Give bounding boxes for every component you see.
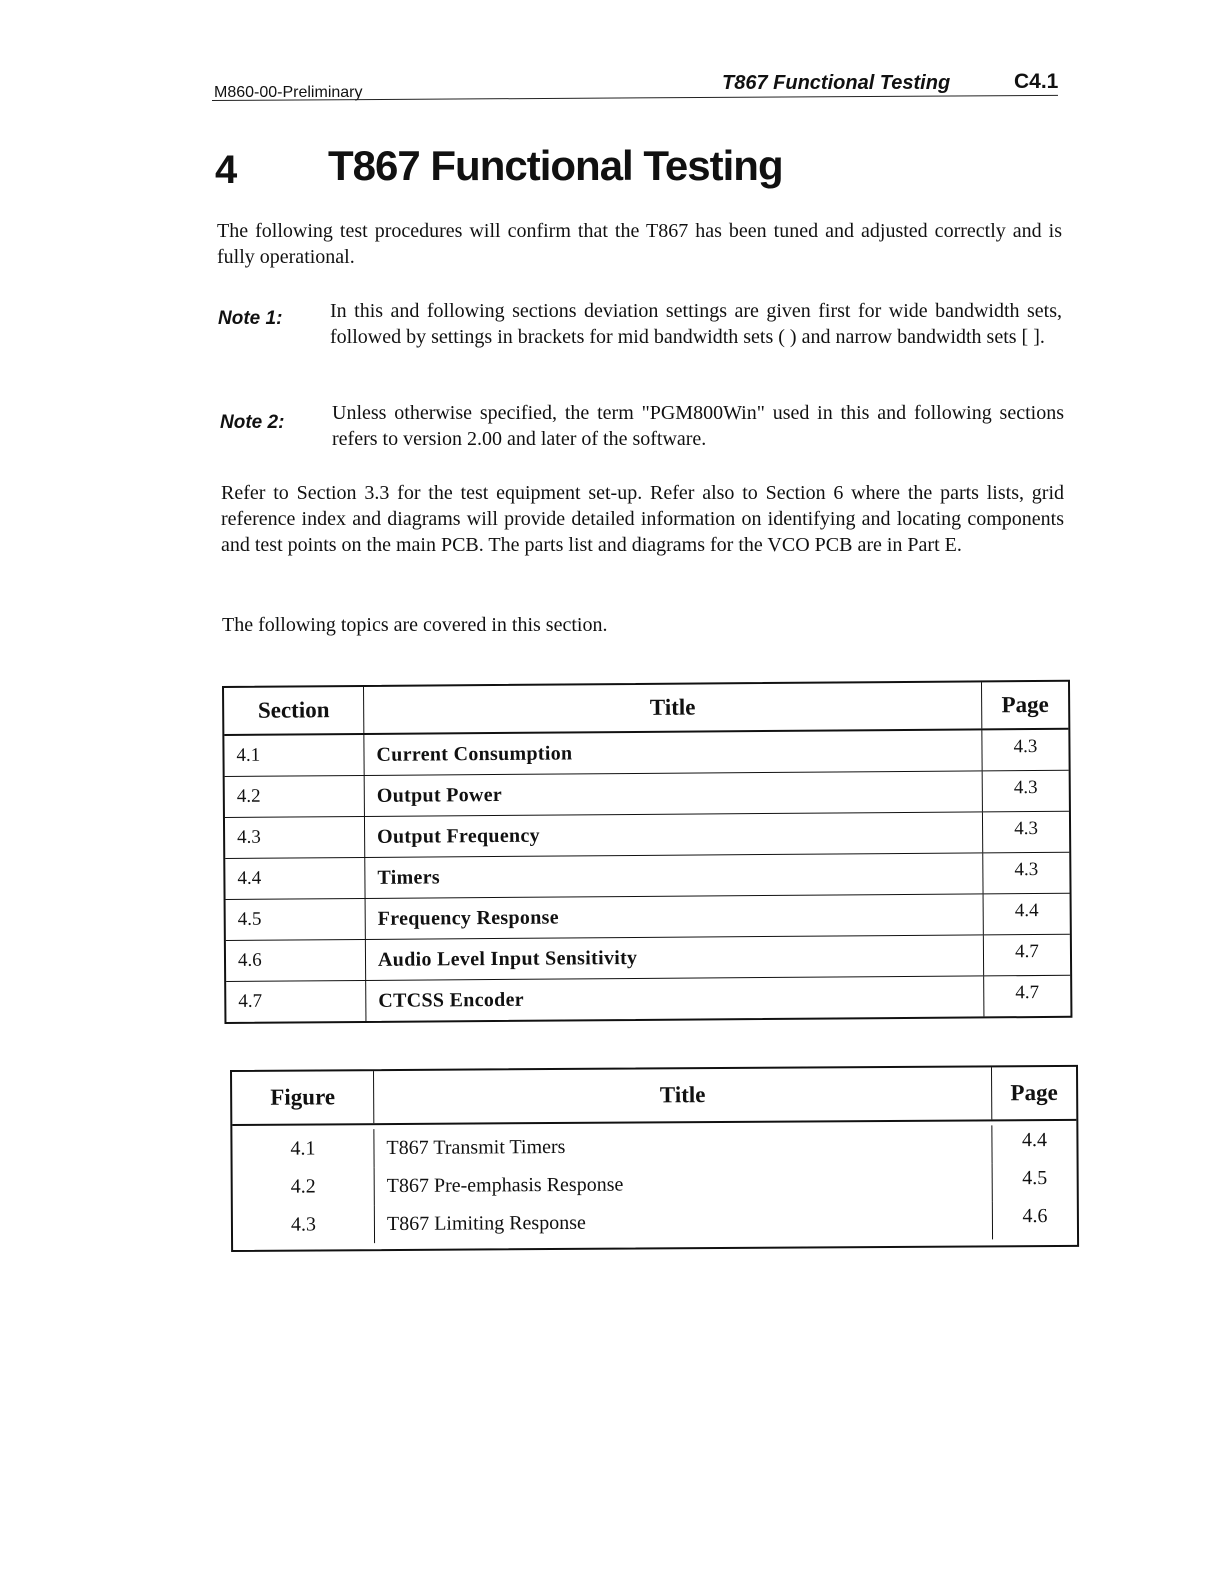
- page-header: Page: [1010, 1079, 1058, 1106]
- figure-header: Figure: [270, 1084, 336, 1110]
- chapter-number: 4: [215, 148, 237, 192]
- section-header: Section: [257, 697, 330, 723]
- section-number: 4.2: [236, 785, 261, 807]
- figure-title: T867 Transmit Timers: [386, 1135, 566, 1159]
- section-page: 4.7: [1015, 941, 1039, 963]
- figure-table: [230, 1065, 1079, 1252]
- table-row: [225, 771, 1069, 818]
- page-header: Page: [1001, 691, 1049, 718]
- table-row: [233, 1163, 1077, 1206]
- figure-number: 4.2: [290, 1174, 316, 1198]
- topics-intro: The following topics are covered in this section.: [222, 614, 608, 636]
- figure-page: 4.4: [1021, 1129, 1048, 1152]
- note-2-label: Note 2:: [220, 412, 285, 433]
- figure-title: T867 Pre-emphasis Response: [386, 1173, 624, 1197]
- table-row: [226, 935, 1070, 982]
- section-table: [222, 680, 1072, 1024]
- section-page: 4.4: [1014, 900, 1039, 922]
- section-page: 4.7: [1015, 982, 1040, 1004]
- note-2-text: Unless otherwise specified, the term "PGM800Win" used in this and following sections refers to version 2.00 and later of the software.: [332, 402, 1064, 450]
- table-row: [233, 1201, 1077, 1250]
- table-row: [232, 1121, 1076, 1168]
- note-1-label: Note 1:: [218, 308, 283, 329]
- intro-paragraph: The following test procedures will confirm that the T867 has been tuned and adjusted correctly and is fully operational.: [217, 220, 1062, 268]
- section-page: 4.3: [1014, 859, 1039, 881]
- section-table-header: [224, 682, 1068, 736]
- header-running-title: T867 Functional Testing: [722, 72, 951, 94]
- section-page: 4.3: [1014, 818, 1039, 840]
- figure-number: 4.1: [290, 1136, 316, 1160]
- section-title: Current Consumption: [376, 741, 573, 766]
- title-header: Title: [659, 1082, 706, 1108]
- figure-page: 4.5: [1022, 1167, 1048, 1190]
- table-row: [225, 812, 1069, 859]
- title-header: Title: [649, 694, 696, 720]
- section-number: 4.5: [237, 908, 262, 930]
- section-title: CTCSS Encoder: [378, 988, 524, 1012]
- section-title: Output Power: [376, 783, 503, 807]
- header-doc-id: M860-00-Preliminary: [214, 84, 363, 101]
- figure-number: 4.3: [290, 1212, 317, 1236]
- section-page: 4.3: [1013, 736, 1038, 758]
- header-page-number: C4.1: [1014, 70, 1059, 93]
- section-title: Audio Level Input Sensitivity: [377, 946, 638, 971]
- section-number: 4.3: [237, 826, 261, 848]
- section-title: Output Frequency: [377, 824, 540, 848]
- table-row: [226, 976, 1070, 1022]
- section-number: 4.7: [238, 990, 263, 1012]
- section-number: 4.1: [236, 744, 261, 766]
- table-row: [225, 853, 1069, 900]
- section-number: 4.4: [237, 867, 262, 889]
- section-title: Frequency Response: [377, 906, 559, 930]
- table-row: [226, 894, 1070, 941]
- figure-table-header: [232, 1067, 1076, 1126]
- section-number: 4.6: [237, 949, 262, 971]
- note-1-text: In this and following sections deviation settings are given first for wide bandwidth sets, followed by settings in brackets for mid bandwidth sets ( ) and narrow bandwidth sets [ ].: [330, 300, 1062, 348]
- chapter-title: T867 Functional Testing: [328, 142, 783, 189]
- figure-page: 4.6: [1022, 1205, 1048, 1228]
- table-row: [224, 730, 1068, 777]
- section-page: 4.3: [1013, 777, 1038, 799]
- section-title: Timers: [377, 865, 441, 889]
- refer-paragraph: Refer to Section 3.3 for the test equipment set-up. Refer also to Section 6 where the parts lists, grid reference index and diagrams will provide detailed information on identifying and locating components and test points on the main PCB. The parts list and diagrams for the VCO PCB are in Part E.: [221, 482, 1064, 556]
- figure-title: T867 Limiting Response: [386, 1211, 586, 1235]
